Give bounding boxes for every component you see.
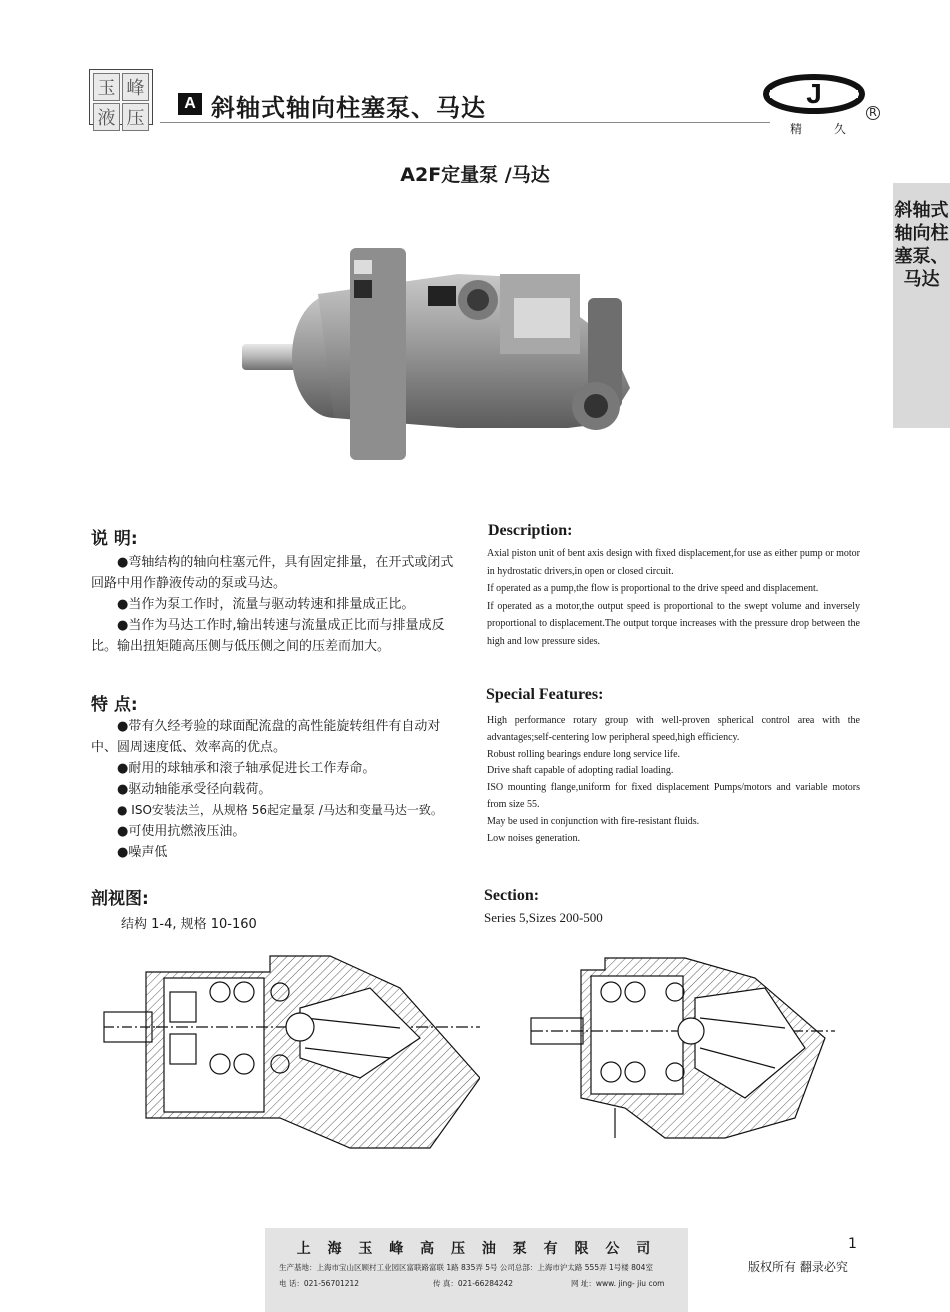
logo-char: 玉 [93, 73, 120, 101]
description-en-paragraph: If operated as a motor,the output speed is proportional to the swept volume and inversely proportional to displacement.The output torque increases with the pressure drop between the high and low pressure sides. [487, 600, 860, 647]
brand-name: 精 久 [790, 122, 860, 136]
features-en-list [487, 713, 860, 847]
features-en-item: May be used in conjunction with fire-resistant fluids. [487, 815, 700, 827]
features-cn-heading: 特 点: [91, 695, 138, 715]
section-letter-badge: A [178, 93, 202, 115]
registered-mark: R [866, 106, 880, 120]
description-cn-paragraph: ●弯轴结构的轴向柱塞元件，具有固定排量，在开式或闭式回路中用作静液传动的泵或马达。 [91, 555, 454, 591]
company-logo [89, 69, 153, 129]
features-cn-item: ●驱动轴能承受径向载荷。 [117, 782, 272, 797]
features-cn-item: ●带有久经考验的球面配流盘的高性能旋转组件有自动对中、圆周速度低、效率高的优点。 [91, 719, 441, 755]
product-title: A2F定量泵 /马达 [400, 164, 550, 186]
features-en-item: Robust rolling bearings endure long service life. [487, 748, 681, 760]
header-divider [160, 122, 770, 123]
footer-company-name: 上 海 玉 峰 高 压 油 泵 有 限 公 司 [296, 1241, 657, 1257]
product-photo [238, 238, 638, 478]
footer-website: 网 址：www. jing- jiu com [571, 1279, 665, 1288]
section-cn-subtitle: 结构 1-4, 规格 10-160 [121, 917, 257, 932]
description-cn-heading: 说 明: [91, 529, 138, 549]
logo-char: 压 [122, 103, 149, 131]
brand-logo [762, 70, 866, 118]
description-cn-paragraph: ●当作为马达工作时,输出转速与流量成正比而与排量成反比。输出扭矩随高压侧与低压侧之间的压差而加大。 [91, 618, 445, 654]
side-tab-label: 斜轴式轴向柱塞泵、马达 [894, 200, 949, 290]
features-en-item: High performance rotary group with well-proven spherical control area with the advantages;self-centering low peripheral speed,high efficiency. [487, 715, 860, 743]
side-tab [893, 183, 950, 428]
features-en-item: Low noises generation. [487, 832, 581, 844]
features-cn-item: ● ISO安装法兰，从规格 56起定量泵 /马达和变量马达一致。 [117, 803, 443, 817]
features-en-heading: Special Features: [486, 686, 604, 703]
description-en-heading: Description: [488, 522, 573, 539]
brand-letter: J [806, 78, 822, 109]
features-en-item: Drive shaft capable of adopting radial loading. [487, 765, 674, 777]
section-cn-heading: 剖视图: [91, 889, 149, 909]
page-number: 1 [848, 1236, 857, 1252]
description-en-paragraph: If operated as a pump,the flow is proportional to the drive speed and displacement. [487, 583, 819, 594]
logo-char: 峰 [122, 73, 149, 101]
description-cn-paragraph: ●当作为泵工作时，流量与驱动转速和排量成正比。 [117, 597, 415, 612]
footer-info-panel [265, 1228, 688, 1312]
logo-char: 液 [93, 103, 120, 131]
page-title: 斜轴式轴向柱塞泵、马达 [211, 94, 486, 122]
features-en-item: ISO mounting flange,uniform for fixed displacement Pumps/motors and variable motors from size 55. [487, 782, 860, 810]
features-cn-list [91, 716, 464, 863]
copyright-notice: 版权所有 翻录必究 [748, 1260, 848, 1274]
section-en-heading: Section: [484, 887, 540, 904]
footer-address: 生产基地：上海市宝山区顾村工业园区富联路富联 1路 835弄 5号 公司总部：上海市沪太路 555弄 1号楼 804室 [279, 1263, 653, 1272]
description-en-paragraph: Axial piston unit of bent axis design with fixed displacement,for use as either pump or motor in hydrostatic drivers,in open or closed circuit. [487, 548, 860, 577]
cross-section-drawing-right [525, 948, 845, 1148]
footer-fax: 传 真：021-66284242 [433, 1279, 514, 1288]
features-cn-item: ●噪声低 [117, 845, 168, 860]
footer-phone: 电 话：021-56701212 [279, 1279, 360, 1288]
features-cn-item: ●耐用的球轴承和滚子轴承促进长工作寿命。 [117, 761, 376, 776]
description-cn-body [91, 552, 464, 657]
cross-section-drawing-left [100, 948, 480, 1158]
features-cn-item: ●可使用抗燃液压油。 [117, 824, 246, 839]
section-en-subtitle: Series 5,Sizes 200-500 [484, 910, 603, 925]
description-en-body [487, 545, 860, 650]
